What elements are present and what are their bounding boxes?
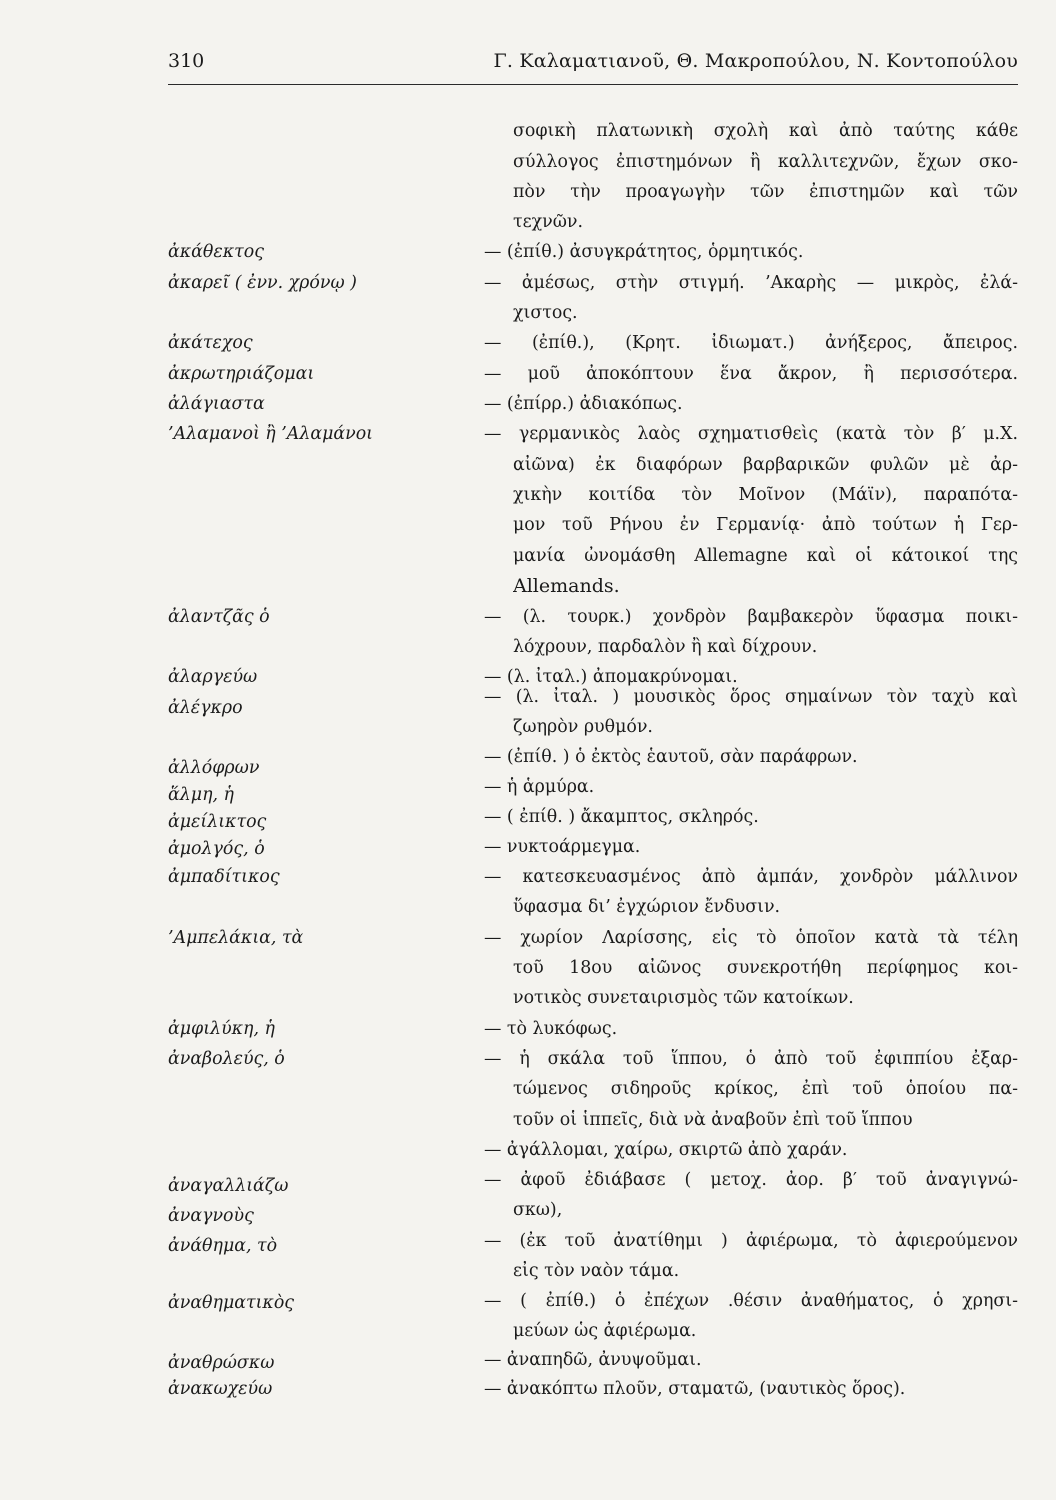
entry-definition: — (ἐπίθ.) ἀσυγκράτητος, ὁρμητικός. [484, 242, 804, 262]
entry-term: ’Αμπελάκια, τὰ [168, 928, 304, 948]
entry-definition-continued: τώμενος σιδηροῦς κρίκος, ἐπὶ τοῦ ὁποίου πα- [513, 1079, 1018, 1099]
entry-definition: — κατεσκευασμένος ἀπὸ ἀμπάν, χονδρὸν μάλλινον [484, 867, 1018, 887]
entry-term: ἀκάτεχος [168, 333, 253, 353]
intro-line: σύλλογος ἐπιστημόνων ἢ καλλιτεχνῶν, ἔχων σκο- [513, 152, 1018, 172]
entry-term: ἀμπαδίτικος [168, 867, 280, 887]
entry-term: ἀνάθημα, τὸ [168, 1236, 278, 1256]
entry-term: ἀλλόφρων [168, 758, 260, 778]
entry-definition-continued: εἰς τὸν ναὸν τάμα. [513, 1261, 680, 1281]
entry-term: ἀκάθεκτος [168, 242, 264, 262]
entry-term: ἀλαντζᾶς ὁ [168, 607, 270, 627]
entry-definition-continued: λόχρουν, παρδαλὸν ἢ καὶ δίχρουν. [513, 637, 818, 657]
entry-term: ἀνακωχεύω [168, 1379, 273, 1399]
entry-definition: — ἡ ἁρμύρα. [484, 777, 595, 797]
entry-term: ἀλέγκρο [168, 698, 243, 718]
intro-line: σοφικὴ πλατωνικὴ σχολὴ καὶ ἀπὸ ταύτης κάθε [513, 121, 1018, 141]
entry-definition: — ἀναπηδῶ, ἀνυψοῦμαι. [484, 1350, 702, 1370]
intro-line: τεχνῶν. [513, 212, 584, 232]
entry-definition-continued: τοῦ 18ου αἰῶνος συνεκροτήθη περίφημος κοι- [513, 958, 1018, 978]
entry-term: ἀναγαλλιάζω [168, 1176, 289, 1196]
entry-definition-continued: μον τοῦ Ρήνου ἐν Γερμανίᾳ· ἀπὸ τούτων ἡ Γερ- [513, 515, 1018, 535]
entry-term: ἀναθρώσκω [168, 1353, 275, 1373]
entry-definition: — (ἐπίρρ.) ἀδιακόπως. [484, 394, 683, 414]
entry-definition: — ( ἐπίθ. ) ἄκαμπτος, σκληρός. [484, 807, 759, 827]
entry-definition-continued: μεύων ὡς ἀφιέρωμα. [513, 1321, 697, 1341]
entry-term: ἅλμη, ἡ [168, 785, 234, 805]
entry-definition-continued: ὕφασμα δι’ ἐγχώριον ἔνδυσιν. [513, 897, 781, 917]
entry-definition-continued: χικὴν κοιτίδα τὸν Μοῖνον (Μάϊν), παραπότα- [513, 485, 1018, 505]
entry-definition-continued: μανία ὠνομάσθη Allemagne καὶ οἱ κάτοικοί της [513, 546, 1018, 566]
entry-definition: — τὸ λυκόφως. [484, 1019, 618, 1039]
entry-definition: — ἀνακόπτω πλοῦν, σταματῶ, (ναυτικὸς ὅρος). [484, 1379, 906, 1399]
page-number: 310 [168, 50, 205, 72]
entry-definition: — (λ. ἰταλ.) ἀπομακρύνομαι. [484, 667, 738, 687]
entry-definition-continued: ζωηρὸν ρυθμόν. [513, 717, 653, 737]
entry-term: ἀμείλικτος [168, 812, 267, 832]
entry-definition: — ἀφοῦ ἐδιάβασε ( μετοχ. ἀορ. β′ τοῦ ἀναγιγνώ- [484, 1170, 1018, 1190]
entry-definition: — (ἐπίθ.), (Κρητ. ἰδιωματ.) ἀνήξερος, ἄπειρος. [484, 333, 1018, 353]
intro-line: πὸν τὴν προαγωγὴν τῶν ἐπιστημῶν καὶ τῶν [513, 182, 1018, 202]
entry-term: ἀμολγός, ὁ [168, 839, 265, 859]
entry-definition: — μοῦ ἀποκόπτουν ἕνα ἄκρον, ἢ περισσότερα. [484, 364, 1018, 384]
entry-term: ἀλάγιαστα [168, 394, 265, 414]
entry-definition: — (ἐπίθ. ) ὁ ἐκτὸς ἑαυτοῦ, σὰν παράφρων. [484, 747, 858, 767]
entry-term: ἀμφιλύκη, ἡ [168, 1019, 275, 1039]
entry-definition: — γερμανικὸς λαὸς σχηματισθεὶς (κατὰ τὸν β′ μ.Χ. [484, 424, 1018, 444]
running-head: Γ. Καλαματιανοῦ, Θ. Μακροπούλου, Ν. Κοντοπούλου [493, 50, 1018, 72]
entry-term: ἀναθηματικὸς [168, 1293, 295, 1313]
entry-definition: — ( ἐπίθ.) ὁ ἐπέχων .θέσιν ἀναθήματος, ὁ χρησι- [484, 1291, 1018, 1311]
entry-definition: — ἀγάλλομαι, χαίρω, σκιρτῶ ἀπὸ χαράν. [484, 1140, 848, 1160]
entry-definition-continued: αἰῶνα) ἐκ διαφόρων βαρβαρικῶν φυλῶν μὲ ἀρ- [513, 455, 1018, 475]
entry-definition: — ἀμέσως, στὴν στιγμή. ’Ακαρὴς — μικρὸς, ἐλά- [484, 273, 1018, 293]
entry-definition-continued: χιστος. [513, 303, 578, 323]
entry-term: ἀκαρεῖ ( ἐνν. χρόνῳ ) [168, 273, 357, 293]
entry-term: ἀκρωτηριάζομαι [168, 364, 315, 384]
entry-definition: — νυκτοάρμεγμα. [484, 837, 641, 857]
entry-definition: — (ἐκ τοῦ ἀνατίθημι ) ἀφιέρωμα, τὸ ἀφιερούμενον [484, 1231, 1018, 1251]
entry-term: ἀναβολεύς, ὁ [168, 1049, 285, 1069]
entry-definition-continued: Allemands. [513, 575, 620, 597]
entry-definition: — χωρίον Λαρίσσης, εἰς τὸ ὁποῖον κατὰ τὰ τέλη [484, 928, 1018, 948]
entry-term: ’Αλαμανοὶ ἢ ’Αλαμάνοι [168, 424, 373, 444]
entry-definition: — (λ. τουρκ.) χονδρὸν βαμβακερὸν ὕφασμα ποικι- [484, 607, 1018, 627]
entry-definition-continued: νοτικὸς συνεταιρισμὸς τῶν κατοίκων. [513, 988, 854, 1008]
entry-term: ἀλαργεύω [168, 667, 258, 687]
entry-term: ἀναγνοὺς [168, 1206, 254, 1226]
entry-definition-continued: σκω), [513, 1200, 563, 1220]
entry-definition: — ἡ σκάλα τοῦ ἵππου, ὁ ἀπὸ τοῦ ἐφιππίου ἐξαρ- [484, 1049, 1018, 1069]
entry-definition-continued: τοῦν οἱ ἱππεῖς, διὰ νὰ ἀναβοῦν ἐπὶ τοῦ ἵππου [513, 1110, 913, 1130]
entry-definition: — (λ. ἰταλ. ) μουσικὸς ὅρος σημαίνων τὸν ταχὺ καὶ [484, 687, 1018, 707]
